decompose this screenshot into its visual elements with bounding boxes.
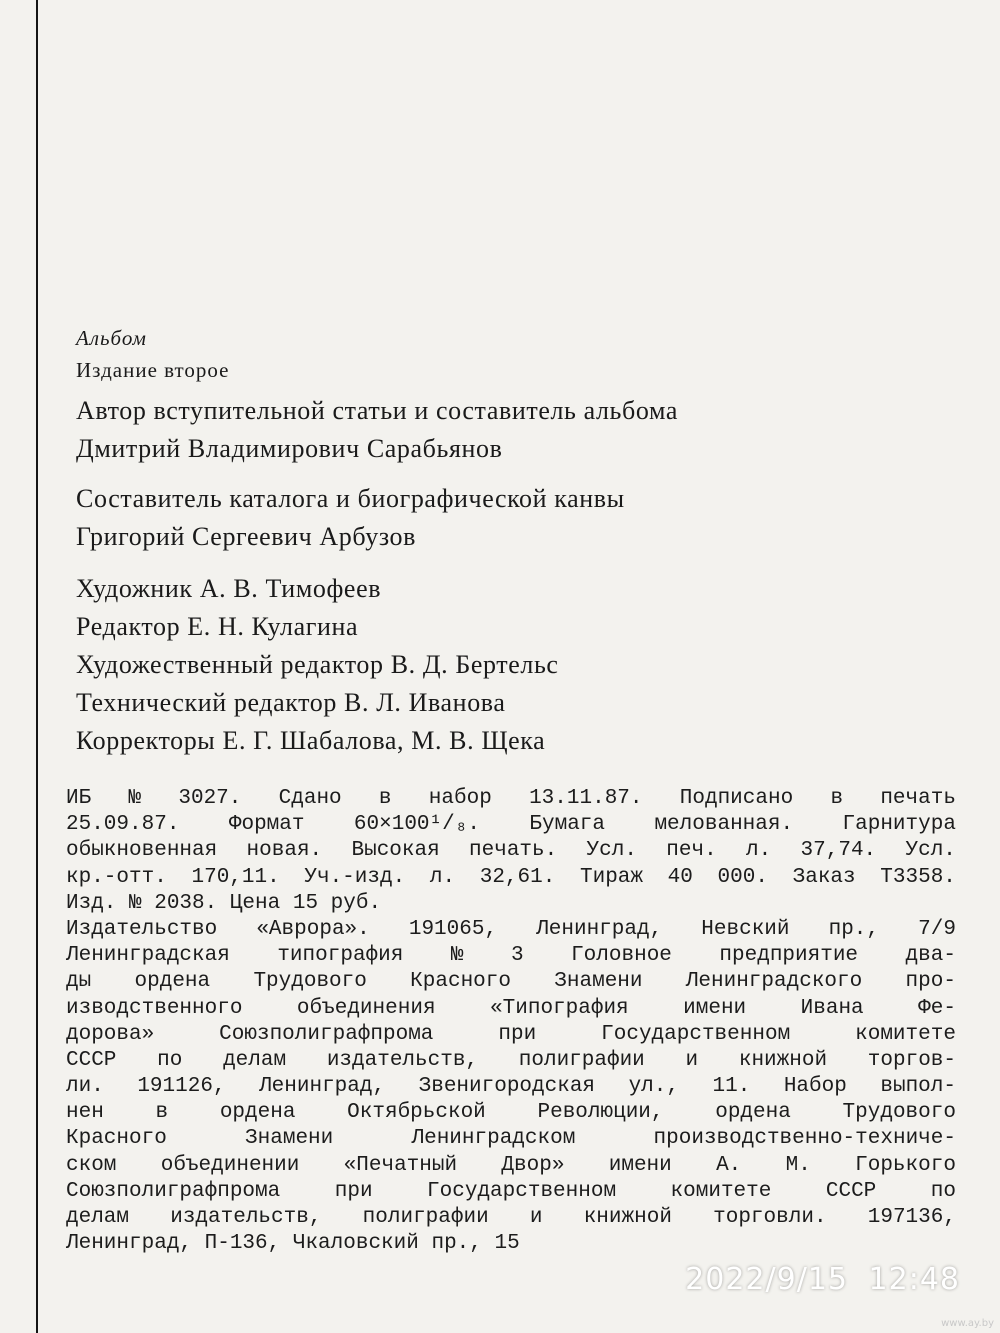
imprint-word: «Типография bbox=[490, 996, 629, 1020]
imprint-word: при bbox=[334, 1179, 373, 1203]
imprint-word: 3027. bbox=[178, 787, 242, 810]
imprint-word: Гарнитура bbox=[842, 813, 956, 837]
imprint-word: объединении bbox=[160, 1153, 300, 1177]
imprint-word: Уч.-изд. bbox=[304, 865, 406, 889]
imprint-line bbox=[66, 969, 956, 995]
imprint-line bbox=[66, 943, 956, 969]
imprint-word: имени bbox=[608, 1153, 672, 1177]
imprint-word: 191065, bbox=[408, 917, 498, 941]
imprint-word: Ивана bbox=[800, 996, 864, 1020]
imprint-word: Невский bbox=[701, 917, 790, 941]
imprint-word: Усл. bbox=[905, 839, 956, 863]
imprint-word: Тираж bbox=[580, 865, 644, 889]
site-watermark: www.ay.by bbox=[941, 1318, 994, 1329]
imprint-word: Высокая bbox=[351, 839, 440, 863]
imprint-word: Революции, bbox=[537, 1101, 664, 1125]
imprint-word: печать. bbox=[469, 839, 558, 863]
imprint-word: 11. bbox=[712, 1075, 751, 1099]
imprint-line bbox=[66, 812, 956, 838]
imprint-word: Ленинградском bbox=[411, 1127, 576, 1151]
imprint-word: типография bbox=[277, 944, 404, 968]
imprint-word: Цена bbox=[229, 891, 281, 915]
imprint-word: 40 bbox=[667, 865, 693, 889]
imprint-word: № bbox=[128, 787, 142, 810]
imprint-word: Ленинградская bbox=[66, 944, 230, 968]
credit-line-editor: Редактор Е. Н. Кулагина bbox=[76, 612, 359, 641]
imprint-word: 60×100¹/₈. bbox=[353, 813, 480, 837]
imprint-word: комитете bbox=[670, 1179, 772, 1203]
imprint-line bbox=[66, 1179, 956, 1205]
imprint-word: СССР bbox=[66, 1048, 117, 1072]
imprint-word: имени bbox=[683, 996, 747, 1020]
imprint-word: 15 bbox=[292, 891, 319, 915]
imprint-word: Ленинград, bbox=[66, 1232, 193, 1256]
imprint-word: Горького bbox=[855, 1153, 956, 1177]
imprint-line bbox=[66, 1205, 956, 1231]
imprint-word: два- bbox=[905, 944, 956, 968]
imprint-word: Красного bbox=[66, 1127, 167, 1151]
imprint-word: изводственного bbox=[66, 996, 243, 1020]
series-label: Альбом bbox=[76, 326, 147, 350]
edition-label: Издание второе bbox=[76, 358, 230, 382]
imprint-word: Заказ bbox=[792, 865, 856, 889]
imprint-word: Издательство bbox=[66, 917, 218, 941]
imprint-word: полиграфии bbox=[518, 1048, 645, 1072]
imprint-word: пр., bbox=[828, 917, 880, 941]
imprint-word: 32,61. bbox=[479, 865, 556, 889]
imprint-word: ском bbox=[66, 1153, 117, 1177]
imprint-word: л. bbox=[746, 839, 772, 863]
imprint-word: Союзполиграфпрома bbox=[66, 1179, 281, 1203]
imprint-word: выпол- bbox=[880, 1075, 956, 1099]
imprint-word: 000. bbox=[717, 865, 768, 889]
imprint-word: Ленинград, bbox=[536, 917, 663, 941]
imprint-word: Формат bbox=[228, 813, 305, 837]
imprint-word: нен bbox=[66, 1101, 104, 1125]
imprint-word: полиграфии bbox=[362, 1206, 489, 1229]
imprint-line bbox=[66, 891, 956, 917]
credit-line-author-name: Дмитрий Владимирович Сарабьянов bbox=[76, 434, 503, 463]
imprint-word: Красного bbox=[410, 970, 511, 994]
imprint-word: Чкаловский bbox=[292, 1232, 419, 1256]
imprint-line bbox=[66, 838, 956, 864]
imprint-word: дорова» bbox=[66, 1022, 155, 1046]
imprint-word: в bbox=[155, 1101, 169, 1125]
imprint-word: по bbox=[930, 1179, 956, 1203]
imprint-word: Государственном bbox=[427, 1179, 617, 1203]
imprint-word: делам bbox=[223, 1048, 287, 1072]
credit-line-proofreaders: Корректоры Е. Г. Шабалова, М. В. Щека bbox=[76, 726, 546, 755]
credit-line-catalog-name: Григорий Сергеевич Арбузов bbox=[76, 522, 417, 551]
imprint-word: Двор» bbox=[501, 1153, 565, 1177]
credits-block bbox=[76, 322, 956, 760]
imprint-line bbox=[66, 865, 956, 891]
imprint-word: Трудового bbox=[253, 970, 367, 994]
imprint-word: торгов- bbox=[867, 1048, 956, 1072]
imprint-word: и bbox=[685, 1048, 699, 1072]
imprint-word: про- bbox=[905, 970, 956, 994]
imprint-word: Октябрьской bbox=[347, 1101, 486, 1125]
imprint-word: Т3358. bbox=[880, 865, 956, 889]
credit-line-catalog-role: Составитель каталога и биографической канвы bbox=[76, 484, 625, 513]
imprint-line bbox=[66, 786, 956, 812]
imprint-word: ИБ bbox=[66, 787, 92, 810]
imprint-word: 191126, bbox=[137, 1075, 226, 1099]
credit-line-tech-editor: Технический редактор В. Л. Иванова bbox=[76, 688, 506, 717]
credit-line-artist: Художник А. В. Тимофеев bbox=[76, 574, 382, 603]
imprint-line bbox=[66, 1126, 956, 1152]
imprint-word: книжной bbox=[738, 1048, 828, 1072]
imprint-word: Головное bbox=[571, 944, 672, 968]
imprint-word: производственно-техниче- bbox=[653, 1127, 956, 1151]
imprint-word: издательств, bbox=[170, 1206, 322, 1229]
imprint-line bbox=[66, 917, 956, 943]
imprint-word: в bbox=[830, 787, 844, 810]
imprint-word: руб. bbox=[330, 891, 382, 915]
imprint-line bbox=[66, 1153, 956, 1179]
imprint-word: СССР bbox=[825, 1179, 877, 1203]
imprint-word: Фе- bbox=[918, 996, 956, 1020]
imprint-word: Изд. bbox=[66, 891, 117, 915]
imprint-word: и bbox=[529, 1206, 543, 1229]
imprint-line bbox=[66, 996, 956, 1022]
imprint-word: Государственном bbox=[601, 1022, 791, 1046]
imprint-word: Знамени bbox=[245, 1127, 334, 1151]
imprint-word: 7/9 bbox=[918, 917, 956, 941]
imprint-word: новая. bbox=[246, 839, 323, 863]
imprint-word: набор bbox=[428, 787, 492, 810]
imprint-word: Набор bbox=[783, 1075, 847, 1099]
imprint-word: Подписано bbox=[679, 787, 794, 810]
imprint-word: А. bbox=[716, 1153, 742, 1177]
credit-line-author-role: Автор вступительной статьи и составитель альбома bbox=[76, 396, 678, 425]
imprint-word: ли. bbox=[66, 1075, 104, 1099]
imprint-word: книжной bbox=[583, 1206, 672, 1229]
imprint-word: торговли. bbox=[713, 1206, 827, 1229]
imprint-word: № bbox=[129, 891, 142, 915]
imprint-block bbox=[66, 786, 956, 1257]
imprint-word: делам bbox=[66, 1206, 130, 1229]
imprint-word: печ. bbox=[666, 839, 717, 863]
imprint-word: издательств, bbox=[326, 1048, 479, 1072]
imprint-word: в bbox=[378, 787, 392, 810]
imprint-word: Звенигородская bbox=[418, 1075, 596, 1099]
imprint-word: л. bbox=[429, 865, 456, 889]
imprint-word: П-136, bbox=[204, 1232, 281, 1256]
imprint-word: «Печатный bbox=[343, 1153, 458, 1177]
imprint-word: 170,11. bbox=[191, 865, 280, 889]
imprint-word: 25.09.87. bbox=[66, 813, 180, 837]
imprint-word: Ленинградского bbox=[685, 970, 863, 994]
photo-timestamp: 2022/9/15 12:48 bbox=[685, 1262, 960, 1297]
imprint-word: Бумага bbox=[529, 813, 606, 837]
imprint-line bbox=[66, 1048, 956, 1074]
imprint-word: Союзполиграфпрома bbox=[219, 1022, 434, 1046]
imprint-word: № bbox=[450, 944, 464, 968]
imprint-word: Ленинград, bbox=[259, 1075, 386, 1099]
imprint-word: кр.-отт. bbox=[66, 865, 167, 889]
imprint-word: ордена bbox=[134, 970, 211, 994]
imprint-word: Знамени bbox=[554, 970, 643, 994]
imprint-word: печать bbox=[880, 787, 956, 810]
imprint-word: 197136, bbox=[867, 1206, 956, 1229]
imprint-word: ордена bbox=[219, 1101, 296, 1125]
imprint-word: пр., bbox=[431, 1232, 482, 1256]
imprint-word: мелованная. bbox=[654, 813, 794, 837]
imprint-word: ды bbox=[66, 970, 92, 994]
imprint-word: Трудового bbox=[842, 1101, 956, 1125]
imprint-word: Сдано bbox=[278, 787, 342, 810]
imprint-word: ордена bbox=[715, 1101, 791, 1125]
imprint-line bbox=[66, 1100, 956, 1126]
imprint-word: «Аврора». bbox=[256, 917, 370, 941]
imprint-word: 2038. bbox=[154, 891, 218, 915]
imprint-line bbox=[66, 1022, 956, 1048]
imprint-word: М. bbox=[785, 1153, 811, 1177]
imprint-word: обыкновенная bbox=[66, 839, 218, 863]
imprint-word: 13.11.87. bbox=[529, 787, 643, 810]
imprint-word: при bbox=[498, 1022, 537, 1046]
imprint-word: предприятие bbox=[719, 944, 859, 968]
credit-line-art-editor: Художественный редактор В. Д. Бертельс bbox=[76, 650, 559, 679]
imprint-word: по bbox=[157, 1048, 183, 1072]
imprint-word: комитете bbox=[855, 1022, 956, 1046]
imprint-word: 3 bbox=[510, 944, 524, 968]
imprint-word: ул., bbox=[628, 1075, 679, 1099]
imprint-line bbox=[66, 1231, 956, 1257]
imprint-word: объединения bbox=[296, 996, 436, 1020]
imprint-word: 37,74. bbox=[800, 839, 877, 863]
page-margin-rule bbox=[36, 0, 38, 1333]
imprint-word: 15 bbox=[494, 1232, 520, 1256]
imprint-word: Усл. bbox=[586, 839, 637, 863]
imprint-line bbox=[66, 1074, 956, 1100]
